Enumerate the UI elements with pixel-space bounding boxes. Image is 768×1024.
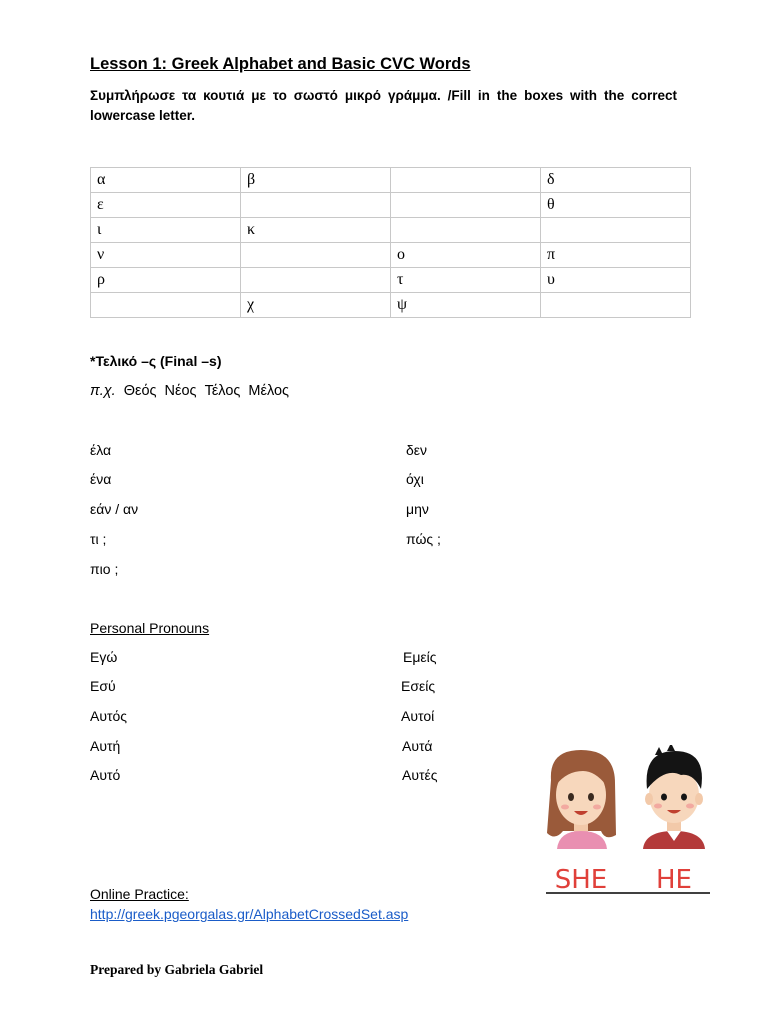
lesson-title: Lesson 1: Greek Alphabet and Basic CVC Words [90,55,471,73]
table-cell: ο [391,243,541,268]
alphabet-table [90,167,691,318]
pronoun-plural: Εμείς [403,649,437,665]
word-right: πώς ; [406,531,441,547]
word-right: μην [406,501,429,517]
instruction-text: Συμπλήρωσε τα κουτιά με το σωστό μικρό γράμμα. /Fill in the boxes with the correct lowercase letter. [90,88,677,123]
she-label: SHE [554,865,608,895]
table-cell: β [241,168,391,193]
table-cell [241,243,391,268]
table-cell: θ [541,193,691,218]
word-left: ένα [90,471,112,487]
table-cell [241,193,391,218]
online-practice-link[interactable]: http://greek.pgeorgalas.gr/AlphabetCrossedSet.asp [90,906,409,922]
table-cell [391,218,541,243]
word-left: πιο ; [90,561,119,577]
table-cell: ε [91,193,241,218]
table-cell [91,293,241,318]
table-cell: π [541,243,691,268]
table-row [91,168,691,193]
table-row [91,293,691,318]
table-cell: χ [241,293,391,318]
example-word: Νέος [164,383,197,399]
table-cell: τ [391,268,541,293]
table-cell [541,293,691,318]
table-cell [391,168,541,193]
table-cell: δ [541,168,691,193]
table-cell [391,193,541,218]
table-cell: κ [241,218,391,243]
table-row [91,193,691,218]
table-row [91,243,691,268]
example-word: Θεός [123,383,157,399]
table-cell: ι [91,218,241,243]
table-cell: υ [541,268,691,293]
word-right: όχι [406,471,424,487]
pronoun-plural: Αυτά [402,738,433,754]
he-label: HE [656,865,692,895]
pronoun-singular: Εγώ [90,649,118,665]
table-cell: ρ [91,268,241,293]
pronoun-plural: Εσείς [401,678,436,694]
word-left: έλα [90,442,112,458]
table-cell: ψ [391,293,541,318]
pronoun-singular: Αυτή [90,738,121,754]
footer-credit: Prepared by Gabriela Gabriel [90,962,264,977]
table-cell: ν [91,243,241,268]
online-practice-label: Online Practice: [90,886,189,902]
final-s-examples [90,383,289,399]
table-cell [241,268,391,293]
example-word: Τέλος [204,383,241,399]
word-left: τι ; [90,531,107,547]
example-prefix: π.χ. [90,383,116,399]
girl-figure [547,750,616,849]
pronoun-singular: Αυτός [90,708,128,724]
word-left: εάν / αν [90,501,139,517]
table-cell [541,218,691,243]
boy-figure [643,745,705,849]
she-he-illustration [543,745,713,897]
pronoun-singular: Εσύ [90,678,116,694]
pronoun-singular: Αυτό [90,767,121,783]
table-cell: α [91,168,241,193]
word-right: δεν [406,442,428,458]
pronoun-plural: Αυτοί [401,708,435,724]
pronoun-plural: Αυτές [402,767,438,783]
table-row [91,268,691,293]
pronouns-heading: Personal Pronouns [90,620,210,636]
final-s-title: *Τελικό –ς (Final –s) [90,353,222,369]
example-word: Μέλος [248,383,290,399]
table-row [91,218,691,243]
